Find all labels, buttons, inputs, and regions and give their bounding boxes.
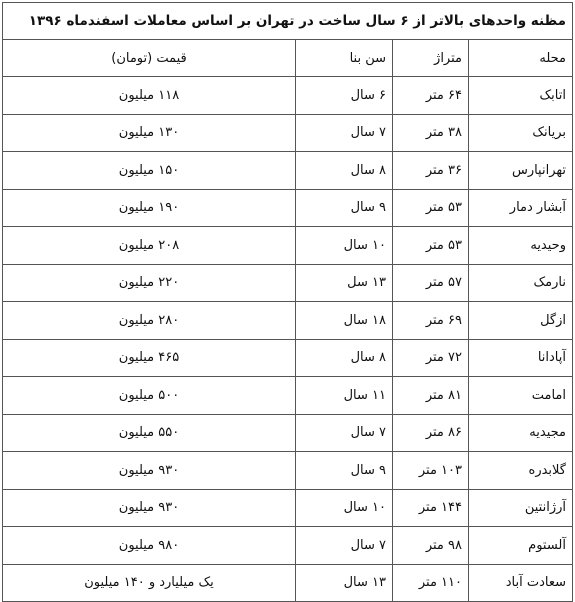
table-row	[3, 227, 573, 265]
cell-age: ۹ سال	[296, 189, 393, 227]
price-table	[2, 2, 573, 602]
cell-area: ۵۷ متر	[393, 264, 469, 302]
cell-price: ۲۰۸ میلیون	[3, 227, 296, 265]
cell-age: ۱۰ سال	[296, 227, 393, 265]
table-row	[3, 452, 573, 490]
cell-price: ۹۳۰ میلیون	[3, 489, 296, 527]
cell-neighborhood: وحیدیه	[469, 227, 573, 265]
cell-area: ۵۳ متر	[393, 227, 469, 265]
cell-price: ۹۸۰ میلیون	[3, 527, 296, 565]
table-row	[3, 152, 573, 190]
cell-area: ۱۱۰ متر	[393, 564, 469, 602]
cell-age: ۱۳ سال	[296, 564, 393, 602]
table-row	[3, 77, 573, 115]
header-neighborhood: محله	[469, 40, 573, 77]
cell-age: ۶ سال	[296, 77, 393, 115]
cell-age: ۱۱ سال	[296, 377, 393, 415]
cell-age: ۸ سال	[296, 152, 393, 190]
cell-age: ۱۰ سال	[296, 489, 393, 527]
cell-neighborhood: گلابدره	[469, 452, 573, 490]
header-age: سن بنا	[296, 40, 393, 77]
cell-neighborhood: اتابک	[469, 77, 573, 115]
table-row	[3, 264, 573, 302]
cell-neighborhood: نارمک	[469, 264, 573, 302]
cell-area: ۸۶ متر	[393, 414, 469, 452]
cell-price: ۱۹۰ میلیون	[3, 189, 296, 227]
table-row	[3, 489, 573, 527]
table-row	[3, 114, 573, 152]
table-row	[3, 339, 573, 377]
cell-area: ۳۸ متر	[393, 114, 469, 152]
cell-neighborhood: آرژانتین	[469, 489, 573, 527]
cell-price: ۱۳۰ میلیون	[3, 114, 296, 152]
cell-area: ۳۶ متر	[393, 152, 469, 190]
cell-area: ۱۰۳ متر	[393, 452, 469, 490]
cell-neighborhood: آبشار دمار	[469, 189, 573, 227]
cell-neighborhood: بریانک	[469, 114, 573, 152]
cell-area: ۵۳ متر	[393, 189, 469, 227]
cell-age: ۱۳ سل	[296, 264, 393, 302]
table-row	[3, 564, 573, 602]
cell-price: ۵۵۰ میلیون	[3, 414, 296, 452]
cell-neighborhood: آپادانا	[469, 339, 573, 377]
header-row	[3, 40, 573, 77]
cell-area: ۷۲ متر	[393, 339, 469, 377]
cell-neighborhood: آلستوم	[469, 527, 573, 565]
title-row	[3, 3, 573, 40]
cell-age: ۷ سال	[296, 114, 393, 152]
table-title: مظنه واحدهای بالاتر از ۶ سال ساخت در تهران بر اساس معاملات اسفندماه ۱۳۹۶	[3, 3, 573, 40]
cell-price: ۱۵۰ میلیون	[3, 152, 296, 190]
cell-age: ۱۸ سال	[296, 302, 393, 340]
cell-age: ۷ سال	[296, 414, 393, 452]
cell-age: ۷ سال	[296, 527, 393, 565]
cell-area: ۹۸ متر	[393, 527, 469, 565]
table-row	[3, 527, 573, 565]
cell-price: ۹۳۰ میلیون	[3, 452, 296, 490]
cell-age: ۸ سال	[296, 339, 393, 377]
cell-price: ۵۰۰ میلیون	[3, 377, 296, 415]
cell-neighborhood: تهرانپارس	[469, 152, 573, 190]
cell-area: ۸۱ متر	[393, 377, 469, 415]
cell-neighborhood: سعادت آباد	[469, 564, 573, 602]
cell-area: ۶۴ متر	[393, 77, 469, 115]
cell-price: ۴۶۵ میلیون	[3, 339, 296, 377]
cell-price: ۲۲۰ میلیون	[3, 264, 296, 302]
header-price: قیمت (تومان)	[3, 40, 296, 77]
table-row	[3, 377, 573, 415]
header-area: متراژ	[393, 40, 469, 77]
cell-price: ۲۸۰ میلیون	[3, 302, 296, 340]
cell-neighborhood: امامت	[469, 377, 573, 415]
table-row	[3, 414, 573, 452]
cell-neighborhood: مجیدیه	[469, 414, 573, 452]
cell-neighborhood: ازگل	[469, 302, 573, 340]
cell-age: ۹ سال	[296, 452, 393, 490]
table-row	[3, 189, 573, 227]
cell-area: ۶۹ متر	[393, 302, 469, 340]
price-table-body	[3, 3, 573, 602]
cell-area: ۱۴۴ متر	[393, 489, 469, 527]
cell-price: ۱۱۸ میلیون	[3, 77, 296, 115]
cell-price: یک میلیارد و ۱۴۰ میلیون	[3, 564, 296, 602]
table-row	[3, 302, 573, 340]
